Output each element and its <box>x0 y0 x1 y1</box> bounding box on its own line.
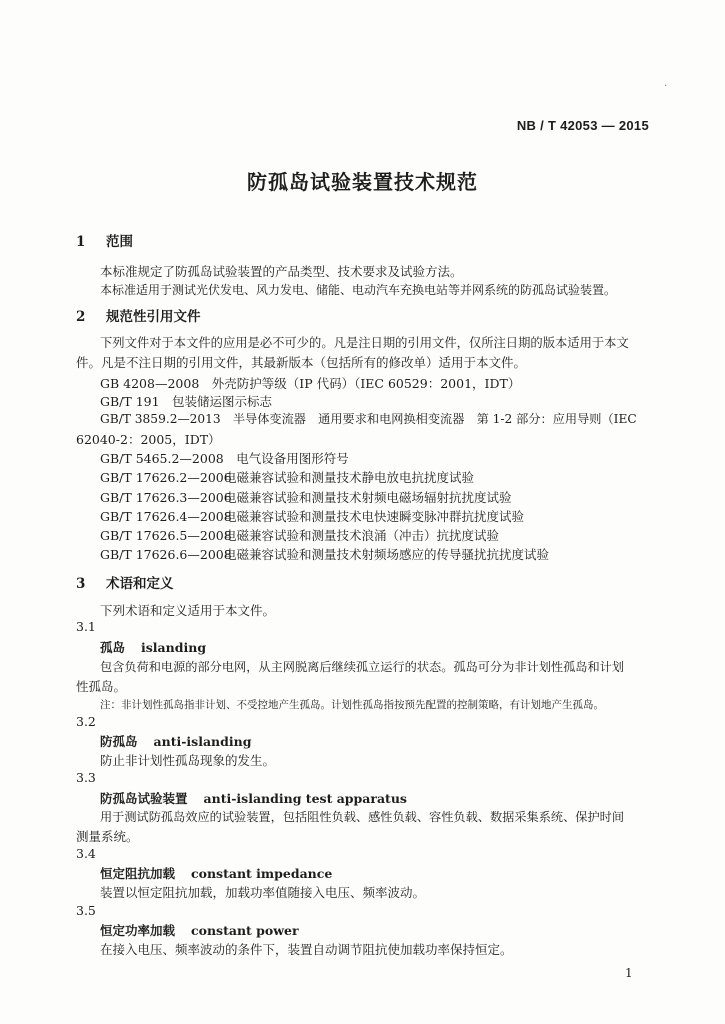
term-english: constant power <box>191 923 299 938</box>
term-definition: 装置以恒定阻抗加载，加载功率值随接入电压、频率波动。 <box>100 885 426 900</box>
reference-item-continued: 62040-2：2005，IDT） <box>76 432 221 447</box>
section-1-paragraph-1: 本标准规定了防孤岛试验装置的产品类型、技术要求及试验方法。 <box>100 264 463 279</box>
term-definition: 包含负荷和电源的部分电网，从主网脱离后继续孤立运行的状态。孤岛可分为非计划性孤岛和计划 <box>100 660 625 674</box>
reference-title: 电磁兼容试验和测量技术射频电磁场辐射抗扰度试验 <box>224 490 512 505</box>
section-1-heading <box>76 230 133 250</box>
term-definition-continued: 性孤岛。 <box>76 679 127 694</box>
page-number: 1 <box>625 966 633 980</box>
reference-title: 电磁兼容试验和测量技术静电放电抗扰度试验 <box>224 470 475 485</box>
reference-item: GB 4208—2008 外壳防护等级（IP 代码）（IEC 60529：2001，IDT） <box>100 376 521 391</box>
term-english: anti-islanding test apparatus <box>203 791 407 806</box>
term-heading <box>100 732 251 750</box>
term-number: 3.5 <box>76 903 96 918</box>
reference-code: GB/T 17626.3—2006 <box>100 490 232 505</box>
reference-item: GB/T 3859.2—2013 半导体变流器 通用要求和电网换相变流器 第 1-2 部分：应用导则（IEC <box>100 412 637 426</box>
document-title: 防孤岛试验装置技术规范 <box>247 170 478 194</box>
term-english: anti-islanding <box>153 734 252 749</box>
reference-item <box>100 468 474 486</box>
term-chinese: 恒定功率加载 <box>100 923 176 938</box>
section-number: 3 <box>76 576 86 592</box>
section-3-intro: 下列术语和定义适用于本文件。 <box>100 603 276 618</box>
term-chinese: 防孤岛 <box>100 734 138 749</box>
term-definition: 用于测试防孤岛效应的试验装置，包括阻性负载、感性负载、容性负载、数据采集系统、保护时间 <box>100 810 625 824</box>
term-heading <box>100 789 407 807</box>
reference-code: GB/T 17626.4—2008 <box>100 509 232 524</box>
term-note: 注：非计划性孤岛指非计划、不受控地产生孤岛。计划性孤岛指按预先配置的控制策略，有计划地产生孤岛。 <box>100 699 604 711</box>
section-2-intro-line-2: 件。凡是不注日期的引用文件，其最新版本（包括所有的修改单）适用于本文件。 <box>76 355 527 370</box>
term-chinese: 恒定阻抗加载 <box>100 866 176 881</box>
term-heading <box>100 638 206 656</box>
section-2-heading <box>76 305 201 325</box>
term-chinese: 孤岛 <box>100 640 126 655</box>
reference-title: 电磁兼容试验和测量技术电快速瞬变脉冲群抗扰度试验 <box>224 509 525 524</box>
reference-item <box>100 526 499 544</box>
section-number: 1 <box>76 234 86 250</box>
term-number: 3.3 <box>76 770 96 785</box>
term-number: 3.2 <box>76 714 96 729</box>
section-title: 规范性引用文件 <box>106 309 201 325</box>
reference-code: GB/T 17626.6—2008 <box>100 547 232 562</box>
reference-item <box>100 488 512 506</box>
term-number: 3.4 <box>76 846 96 861</box>
term-chinese: 防孤岛试验装置 <box>100 791 188 806</box>
term-heading <box>100 864 332 882</box>
reference-item: GB/T 5465.2—2008 电气设备用图形符号 <box>100 451 349 466</box>
reference-title: 电磁兼容试验和测量技术射频场感应的传导骚扰抗扰度试验 <box>224 547 550 562</box>
term-english: islanding <box>141 640 207 655</box>
term-definition: 防止非计划性孤岛现象的发生。 <box>100 753 276 768</box>
term-number: 3.1 <box>76 619 96 634</box>
section-title: 范围 <box>106 234 133 250</box>
term-english: constant impedance <box>191 866 333 881</box>
term-definition-continued: 测量系统。 <box>76 829 139 844</box>
reference-title: 电磁兼容试验和测量技术浪涌（冲击）抗扰度试验 <box>224 528 500 543</box>
standard-code: NB / T 42053 — 2015 <box>516 118 649 133</box>
section-title: 术语和定义 <box>106 576 174 592</box>
section-number: 2 <box>76 309 86 325</box>
section-3-heading <box>76 572 174 592</box>
section-2-intro-line-1: 下列文件对于本文件的应用是必不可少的。凡是注日期的引用文件，仅所注日期的版本适用于本文 <box>100 336 629 350</box>
reference-code: GB/T 17626.5—2008 <box>100 528 232 543</box>
reference-item <box>100 507 524 525</box>
scan-mark: . <box>664 78 668 89</box>
term-heading <box>100 921 299 939</box>
reference-code: GB/T 17626.2—2006 <box>100 470 232 485</box>
reference-item: GB/T 191 包装储运图示标志 <box>100 394 273 409</box>
term-definition: 在接入电压、频率波动的条件下，装置自动调节阻抗使加载功率保持恒定。 <box>100 942 513 957</box>
reference-item <box>100 545 549 563</box>
section-1-paragraph-2: 本标准适用于测试光伏发电、风力发电、储能、电动汽车充换电站等并网系统的防孤岛试验装置。 <box>100 283 617 297</box>
